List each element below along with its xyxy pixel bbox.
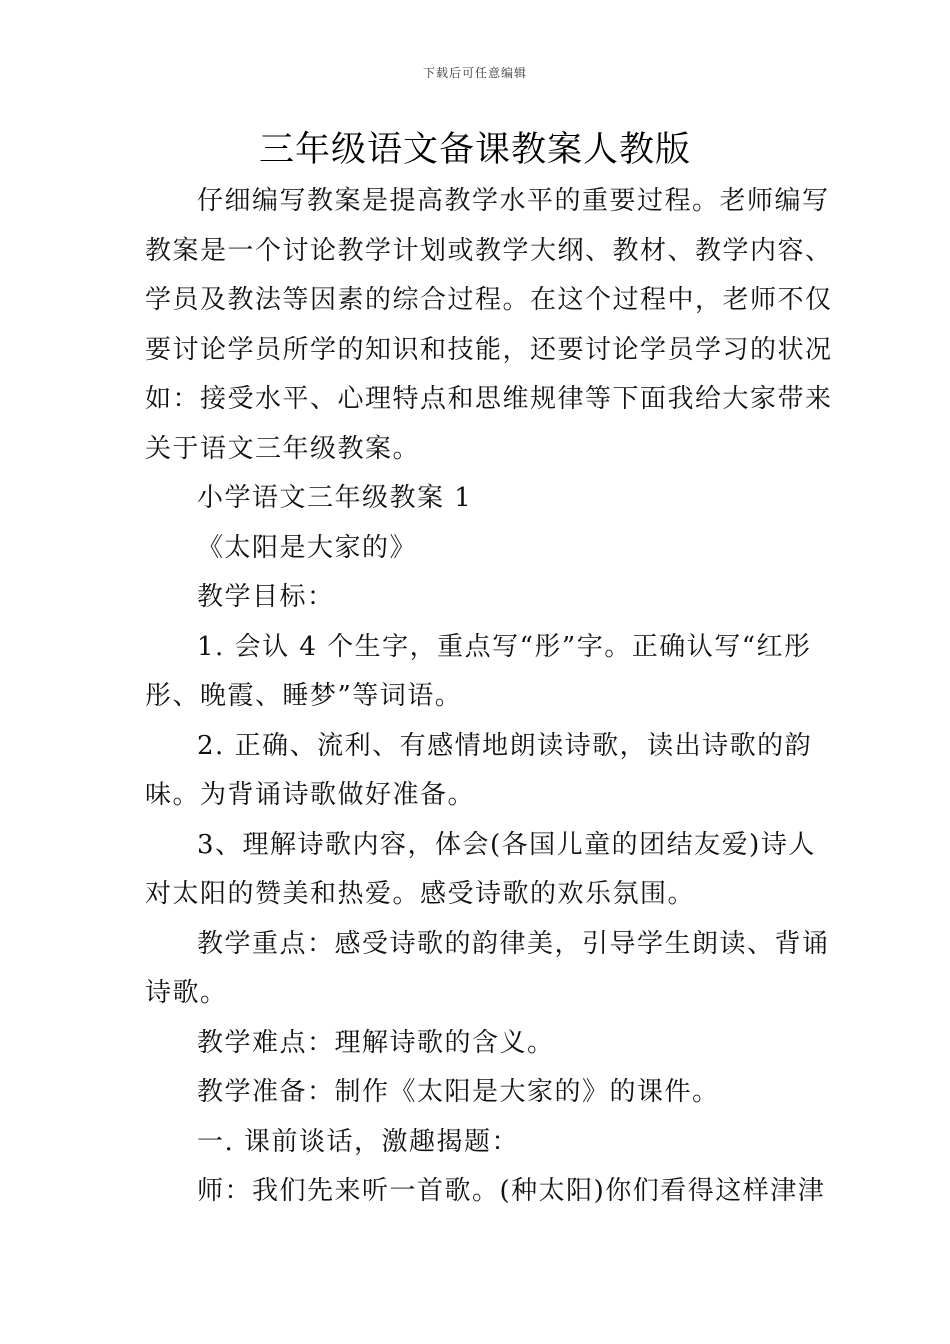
objective-item-2: 2. 正确、流利、有感情地朗读诗歌，读出诗歌的韵味。为背诵诗歌做好准备。 [145, 730, 813, 810]
lesson-heading: 小学语文三年级教案 1 [197, 483, 473, 513]
document-title: 三年级语文备课教案人教版 [258, 130, 691, 170]
objective-item-1: 1. 会认 4 个生字，重点写“彤”字。正确认写“红彤彤、晚霞、睡梦”等词语。 [145, 631, 812, 711]
header-note: 下载后可任意编辑 [422, 66, 527, 80]
objectives-heading: 教学目标： [197, 582, 335, 612]
key-points: 教学重点：感受诗歌的韵律美，引导学生朗读、背诵诗歌。 [145, 928, 830, 1008]
intro-paragraph: 仔细编写教案是提高教学水平的重要过程。老师编写教案是一个讨论教学计划或教学大纲、教材、教学内容、学员及教法等因素的综合过程。在这个过程中，老师不仅要讨论学员所学的知识和技能，还要讨论学员学习的状况如：接受水平、心理特点和思维规律等下面我给大家带来关于语文三年级教案。 [145, 186, 833, 464]
section-heading-1: 一. 课前谈话，激趣揭题： [197, 1126, 520, 1157]
difficulties: 教学难点：理解诗歌的含义。 [197, 1027, 555, 1058]
preparation: 教学准备：制作《太阳是大家的》的课件。 [197, 1077, 720, 1107]
dialogue-line: 师：我们先来听一首歌。(种太阳)你们看得这样津津 [197, 1176, 826, 1206]
lesson-title: 《太阳是大家的》 [197, 532, 418, 563]
document-body [145, 177, 835, 1217]
objective-item-3: 3、理解诗歌内容，体会(各国儿童的团结友爱)诗人对太阳的赞美和热爱。感受诗歌的欢乐氛围。 [145, 829, 816, 909]
